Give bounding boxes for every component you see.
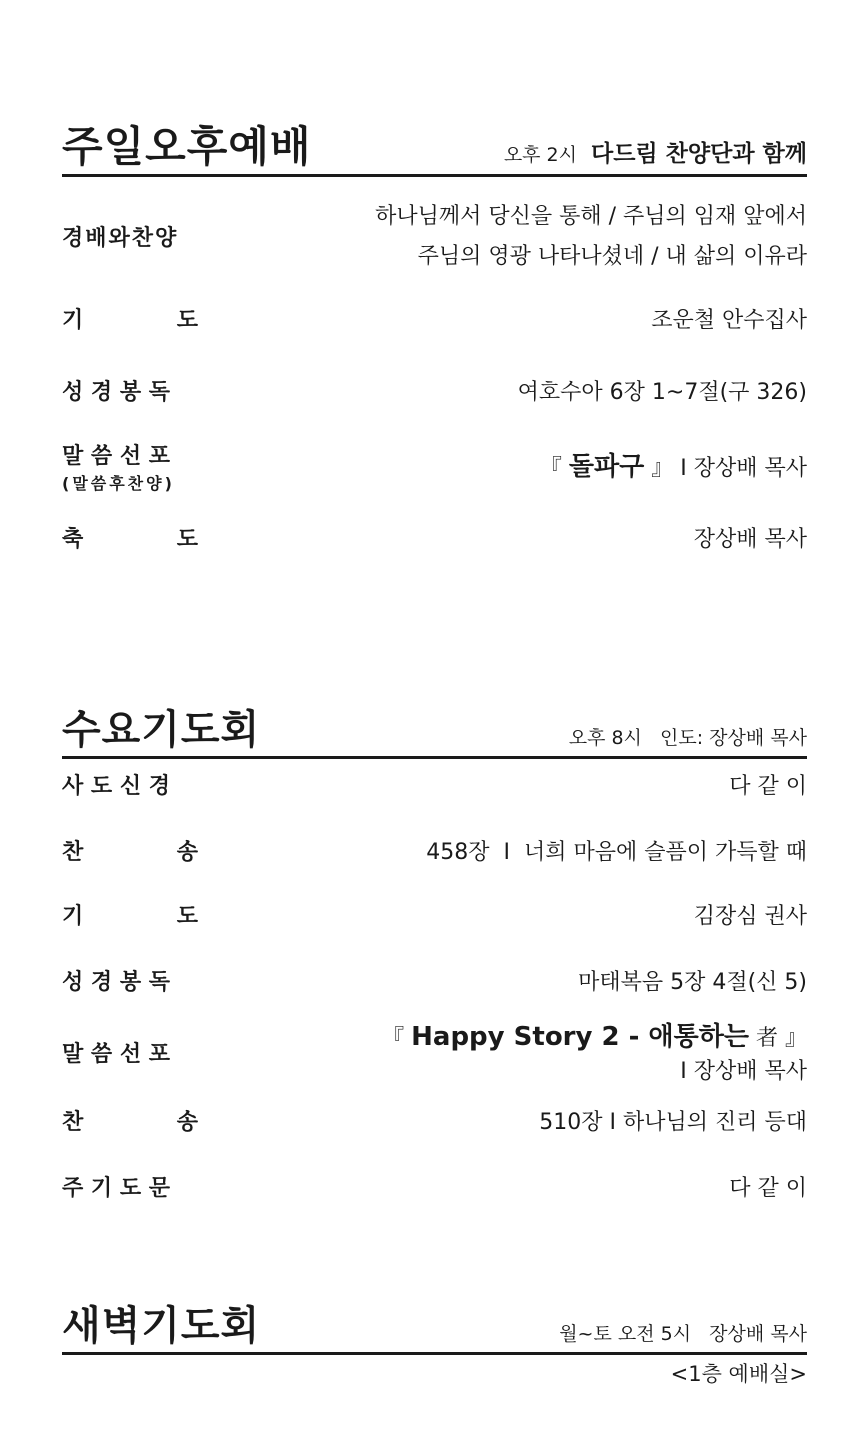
sunday-service-info [504, 143, 807, 166]
row-label [62, 529, 198, 551]
benediction-pastor: 장상배 목사 [693, 527, 807, 552]
label-char: 송 [176, 1110, 198, 1135]
dawn-prayer-location: <1층 예배실> [670, 1362, 807, 1386]
label-char: 찬 [62, 840, 84, 865]
row-label [62, 1112, 198, 1134]
bracket-close: 』 [651, 456, 674, 481]
label-char: 도 [176, 308, 198, 333]
row-label [62, 310, 198, 332]
row-sublabel: (말씀후찬양) [62, 474, 175, 493]
row-label [62, 906, 198, 928]
label-char: 기 [62, 308, 84, 333]
wednesday-service-title: 수요기도회 [62, 707, 261, 753]
hymn-value: 458장 I 너희 마음에 슬픔이 가득할 때 [426, 840, 807, 865]
bracket-open: 『 [382, 1026, 405, 1051]
lords-prayer-value: 다 같 이 [729, 1176, 807, 1201]
row-label: 성 경 봉 독 [62, 380, 170, 405]
label-char: 송 [176, 840, 198, 865]
sermon-title-line [540, 454, 807, 480]
wednesday-service-section [62, 700, 807, 1201]
dawn-prayer-section [62, 1296, 807, 1386]
label-char: 축 [62, 527, 84, 552]
sunday-service-title: 주일오후예배 [62, 122, 312, 171]
sermon-title-hanja: 者 [755, 1026, 778, 1051]
scripture-reference: 여호수아 6장 1~7절(구 326) [517, 380, 807, 405]
sunday-service-with: 다드림 찬양단과 함께 [591, 141, 807, 167]
label-char: 도 [176, 904, 198, 929]
row-label: 말 씀 선 포 [62, 444, 170, 469]
dawn-prayer-header [62, 1296, 807, 1355]
dawn-prayer-info: 월~토 오전 5시 장상배 목사 [559, 1323, 807, 1345]
label-char: 기 [62, 904, 84, 929]
label-char: 찬 [62, 1110, 84, 1135]
sermon-title-line [382, 1024, 807, 1050]
sermon-title: Happy Story 2 - 애통하는 [411, 1022, 749, 1052]
dawn-prayer-title: 새벽기도회 [62, 1303, 261, 1349]
row-label: 사 도 신 경 [62, 774, 170, 799]
prayer-leader: 조운철 안수집사 [651, 308, 807, 333]
sunday-service-time: 오후 2시 [503, 144, 578, 166]
wednesday-service-header [62, 700, 807, 759]
sunday-service-header [62, 114, 807, 177]
sermon-preacher: I 장상배 목사 [680, 1059, 807, 1084]
row-label: 주 기 도 문 [62, 1176, 170, 1201]
hymn-value: 510장 I 하나님의 진리 등대 [539, 1110, 807, 1135]
sunday-service-section [62, 114, 807, 552]
sermon-title: 돌파구 [568, 452, 645, 482]
worship-songs-line1: 하나님께서 당신을 통해 / 주님의 임재 앞에서 [375, 204, 807, 229]
scripture-reference: 마태복음 5장 4절(신 5) [578, 970, 807, 995]
row-label: 성 경 봉 독 [62, 970, 170, 995]
row-label [62, 842, 198, 864]
label-char: 도 [176, 527, 198, 552]
worship-songs-line2: 주님의 영광 나타나셨네 / 내 삶의 이유라 [417, 244, 807, 269]
wednesday-service-info: 오후 8시 인도: 장상배 목사 [568, 727, 807, 749]
sermon-preacher: I 장상배 목사 [680, 456, 807, 481]
creed-value: 다 같 이 [729, 774, 807, 799]
bracket-open: 『 [539, 456, 562, 481]
row-label: 말 씀 선 포 [62, 1042, 170, 1067]
prayer-leader: 김장심 권사 [693, 904, 807, 929]
row-label: 경배와찬양 [62, 226, 179, 251]
bracket-close: 』 [784, 1026, 807, 1051]
